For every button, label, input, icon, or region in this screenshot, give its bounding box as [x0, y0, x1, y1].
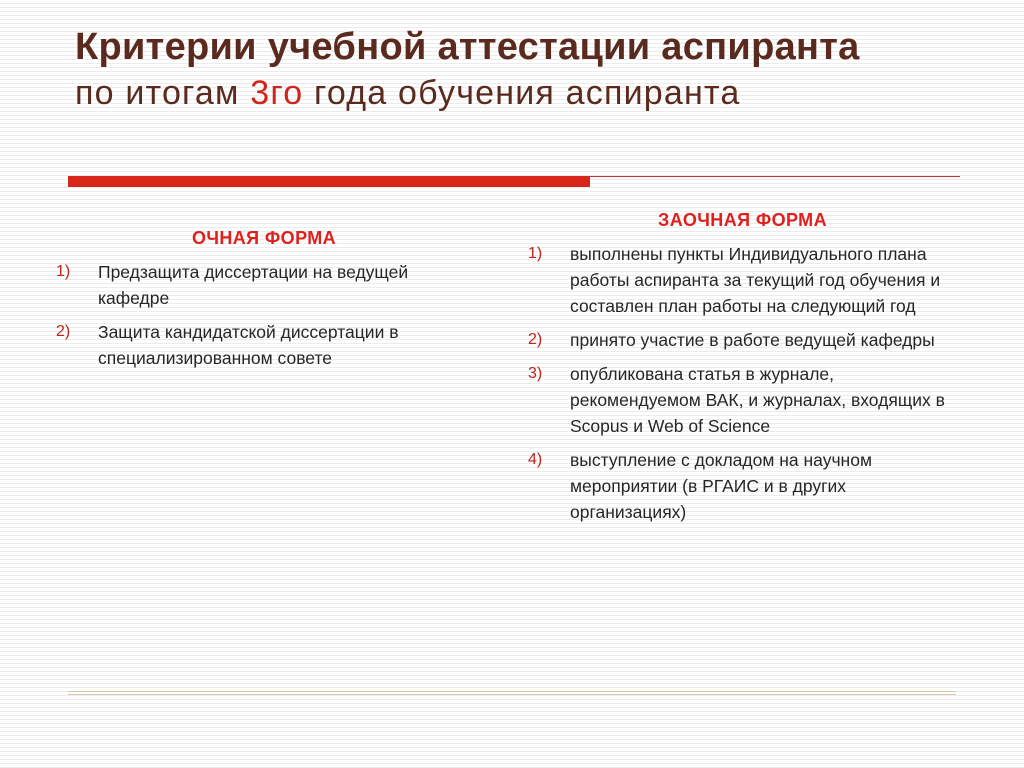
- title-main: Критерии учебной аттестации аспиранта: [75, 26, 860, 68]
- full-time-column: [48, 228, 468, 379]
- item-text: выполнены пункты Индивидуального плана работы аспиранта за текущий год обучения и составлен план работы на следующий год: [570, 244, 941, 316]
- item-number: 4): [528, 451, 543, 468]
- item-number: 1): [56, 263, 71, 280]
- subtitle-before: по итогам: [75, 74, 251, 112]
- list-item: [48, 259, 468, 311]
- title-subtitle: [75, 71, 975, 115]
- full-time-list: [48, 259, 468, 371]
- item-number: 2): [528, 331, 543, 348]
- part-time-list: [520, 241, 945, 525]
- subtitle-after: года обучения аспиранта: [303, 74, 741, 112]
- part-time-heading: ЗАОЧНАЯ ФОРМА: [658, 210, 827, 230]
- title-red-rule: [68, 176, 590, 187]
- item-text: опубликована статья в журнале, рекомендуемом ВАК, и журналах, входящих в Scopus и Web of Science: [570, 364, 945, 436]
- item-number: 2): [56, 323, 71, 340]
- footer-rule-bottom: [68, 694, 956, 695]
- part-time-column: [520, 210, 945, 533]
- item-number: 1): [528, 245, 543, 262]
- list-item: [48, 319, 468, 371]
- list-item: [520, 447, 945, 525]
- subtitle-accent: 3го: [250, 74, 304, 112]
- item-text: выступление с докладом на научном мероприятии (в РГАИС и в других организациях): [570, 450, 872, 522]
- item-number: 3): [528, 365, 543, 382]
- item-text: Предзащита диссертации на ведущей кафедре: [98, 262, 409, 308]
- list-item: [520, 361, 945, 439]
- item-text: Защита кандидатской диссертации в специализированном совете: [98, 322, 399, 368]
- list-item: [520, 241, 945, 319]
- list-item: [520, 327, 945, 353]
- title-thin-rule: [590, 176, 960, 177]
- slide-title: [75, 24, 975, 115]
- footer-rule-top: [68, 691, 956, 692]
- item-text: принято участие в работе ведущей кафедры: [570, 330, 935, 350]
- full-time-heading: ОЧНАЯ ФОРМА: [191, 228, 337, 248]
